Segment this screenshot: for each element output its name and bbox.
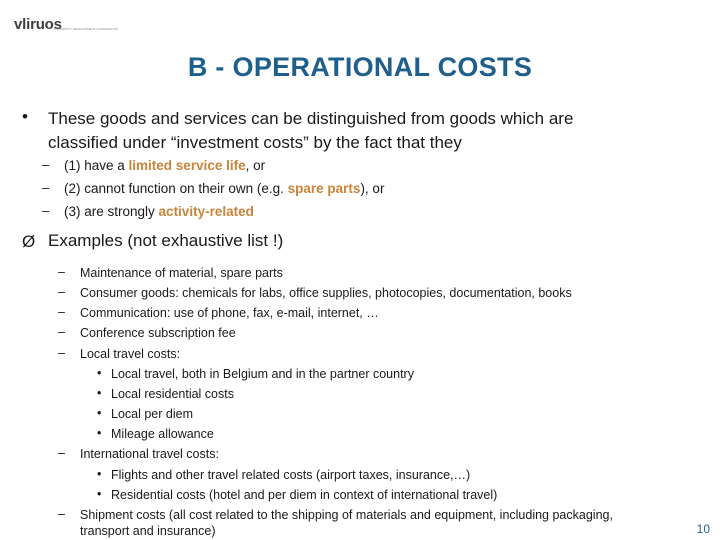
- main-statement: [48, 107, 573, 155]
- criterion-item: [64, 204, 254, 220]
- dash-marker: –: [58, 346, 65, 360]
- page-title: B - OPERATIONAL COSTS: [187, 52, 533, 82]
- sub-item: Mileage allowance: [111, 427, 214, 441]
- criterion-suffix: ), or: [360, 181, 385, 196]
- bullet-marker: •: [97, 366, 102, 380]
- bullet-marker: •: [97, 487, 102, 501]
- criterion-highlight: spare parts: [287, 181, 361, 196]
- main-bullet: •: [22, 107, 28, 126]
- sub-item: Local per diem: [111, 407, 193, 421]
- dash-marker: –: [58, 265, 65, 279]
- criterion-highlight: activity-related: [158, 204, 254, 219]
- example-item: Shipment costs (all cost related to the shipping of materials and equipment, including packaging,: [80, 508, 613, 522]
- bullet-marker: •: [97, 406, 102, 420]
- dash-marker: –: [58, 507, 65, 521]
- criterion-highlight: limited service life: [128, 158, 246, 173]
- examples-heading: Examples (not exhaustive list !): [48, 231, 284, 250]
- example-item: Conference subscription fee: [80, 326, 236, 340]
- arrow-bullet-icon: Ø: [22, 232, 36, 251]
- dash-marker: –: [42, 203, 50, 218]
- main-line-1: These goods and services can be distinguished from goods which are: [48, 109, 574, 128]
- sub-item: Residential costs (hotel and per diem in context of international travel): [111, 488, 498, 502]
- dash-marker: –: [58, 305, 65, 319]
- bullet-marker: •: [97, 467, 102, 481]
- example-item: Maintenance of material, spare parts: [80, 266, 283, 280]
- criterion-text: (3) are strongly: [64, 204, 159, 219]
- example-item: Communication: use of phone, fax, e-mail, internet, …: [80, 306, 379, 320]
- page-number: 10: [696, 522, 710, 536]
- logo: [14, 14, 119, 38]
- bullet-marker: •: [97, 426, 102, 440]
- criterion-text: (1) have a: [64, 158, 129, 173]
- example-item: Consumer goods: chemicals for labs, office supplies, photocopies, documentation, books: [80, 286, 572, 300]
- sub-item: Local travel, both in Belgium and in the partner country: [111, 367, 414, 381]
- example-item: International travel costs:: [80, 447, 219, 461]
- dash-marker: –: [58, 285, 65, 299]
- dash-marker: –: [58, 446, 65, 460]
- example-item: Local travel costs:: [80, 347, 181, 361]
- criterion-suffix: , or: [245, 158, 266, 173]
- criterion-item: [64, 181, 384, 197]
- sub-item: Flights and other travel related costs (airport taxes, insurance,…): [111, 468, 471, 482]
- logo-wordmark: vliruos: [14, 16, 62, 33]
- criterion-item: [64, 158, 265, 174]
- criterion-text: (2) cannot function on their own (e.g.: [64, 181, 288, 196]
- logo-tagline: UNIVERSITY DEVELOPMENT COOPERATION: [54, 27, 119, 31]
- dash-marker: –: [42, 180, 50, 195]
- dash-marker: –: [58, 325, 65, 339]
- dash-marker: –: [42, 157, 50, 172]
- main-line-2: classified under “investment costs” by the fact that they: [48, 133, 462, 152]
- bullet-marker: •: [97, 386, 102, 400]
- example-item-continuation: transport and insurance): [80, 524, 216, 538]
- sub-item: Local residential costs: [111, 387, 234, 401]
